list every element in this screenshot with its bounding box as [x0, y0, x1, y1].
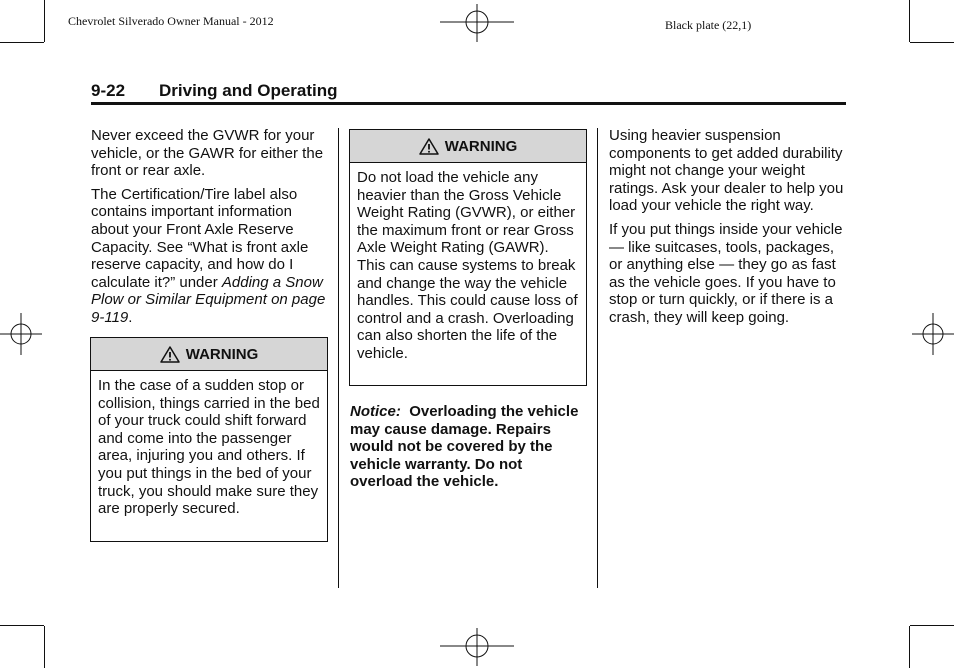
warning-label: WARNING: [444, 137, 518, 155]
page-number: 9-22: [91, 81, 126, 100]
crop-mark: [910, 625, 954, 626]
crop-mark: [44, 626, 45, 668]
section-title: Driving and Operating: [159, 81, 338, 100]
notice-text: Overloading the vehicle may cause damage. Repairs would not be covered by the vehicle warranty. Do not overload the vehicle.: [350, 403, 579, 491]
paragraph: Using heavier suspension components to get added durability might not change your weight ratings. Ask your dealer to help you load your vehicle the right way.: [609, 127, 844, 215]
crop-mark: [909, 626, 910, 668]
warning-text: In the case of a sudden stop or collision, things carried in the bed of your truck could shift forward and come into the passenger area, injuring you and others. If you put things in the bed of your truck, you should make sure they are properly secured.: [98, 377, 320, 518]
heading-rule: [91, 102, 846, 105]
warning-box: [90, 337, 328, 542]
registration-mark-icon: [440, 2, 514, 44]
crop-mark: [910, 42, 954, 43]
registration-mark-icon: [0, 313, 42, 355]
manual-title: Chevrolet Silverado Owner Manual - 2012: [68, 14, 274, 28]
warning-triangle-icon: [419, 138, 439, 155]
crop-mark: [44, 0, 45, 42]
column-divider: [338, 128, 339, 588]
notice-label: Notice:: [350, 403, 401, 420]
warning-triangle-icon: [160, 346, 180, 363]
crop-mark: [909, 0, 910, 42]
paragraph: If you put things inside your vehicle — like suitcases, tools, packages, or anything else — they go as fast as the vehicle goes. If you have to stop or turn quickly, or if there is a crash, they will keep going.: [609, 220, 843, 326]
warning-header: [350, 130, 586, 163]
registration-mark-icon: [440, 626, 514, 668]
paragraph-end: .: [128, 308, 133, 326]
column-3: [609, 127, 849, 333]
paragraph-text: The Certification/Tire label also contains important information about your Front Axle Reserve Capacity. See “What is front axle reserve capacity, and how do I calculate it?” under: [91, 185, 309, 291]
crop-mark: [0, 625, 44, 626]
warning-header: [91, 338, 327, 371]
plate-label: Black plate (22,1): [665, 18, 752, 32]
paragraph: [91, 186, 331, 327]
crop-mark: [0, 42, 44, 43]
paragraph: Never exceed the GVWR for your vehicle, or the GAWR for either the front or rear axle.: [91, 127, 324, 180]
registration-mark-icon: [912, 313, 954, 355]
notice-block: [350, 403, 586, 491]
cross-reference-link[interactable]: Adding a Snow Plow or Similar Equipment on page 9-119: [91, 273, 326, 326]
column-divider: [597, 128, 598, 588]
warning-box: [349, 129, 587, 386]
warning-text: Do not load the vehicle any heavier than the Gross Vehicle Weight Rating (GVWR), or either the maximum front or rear Gross Axle Weight Rating (GAWR). This can cause systems to break and change the way the vehicle handles. This could cause loss of control and a crash. Overloading can also shorten the life of the vehicle.: [357, 169, 578, 362]
column-1: [91, 127, 331, 333]
warning-label: WARNING: [185, 345, 259, 363]
